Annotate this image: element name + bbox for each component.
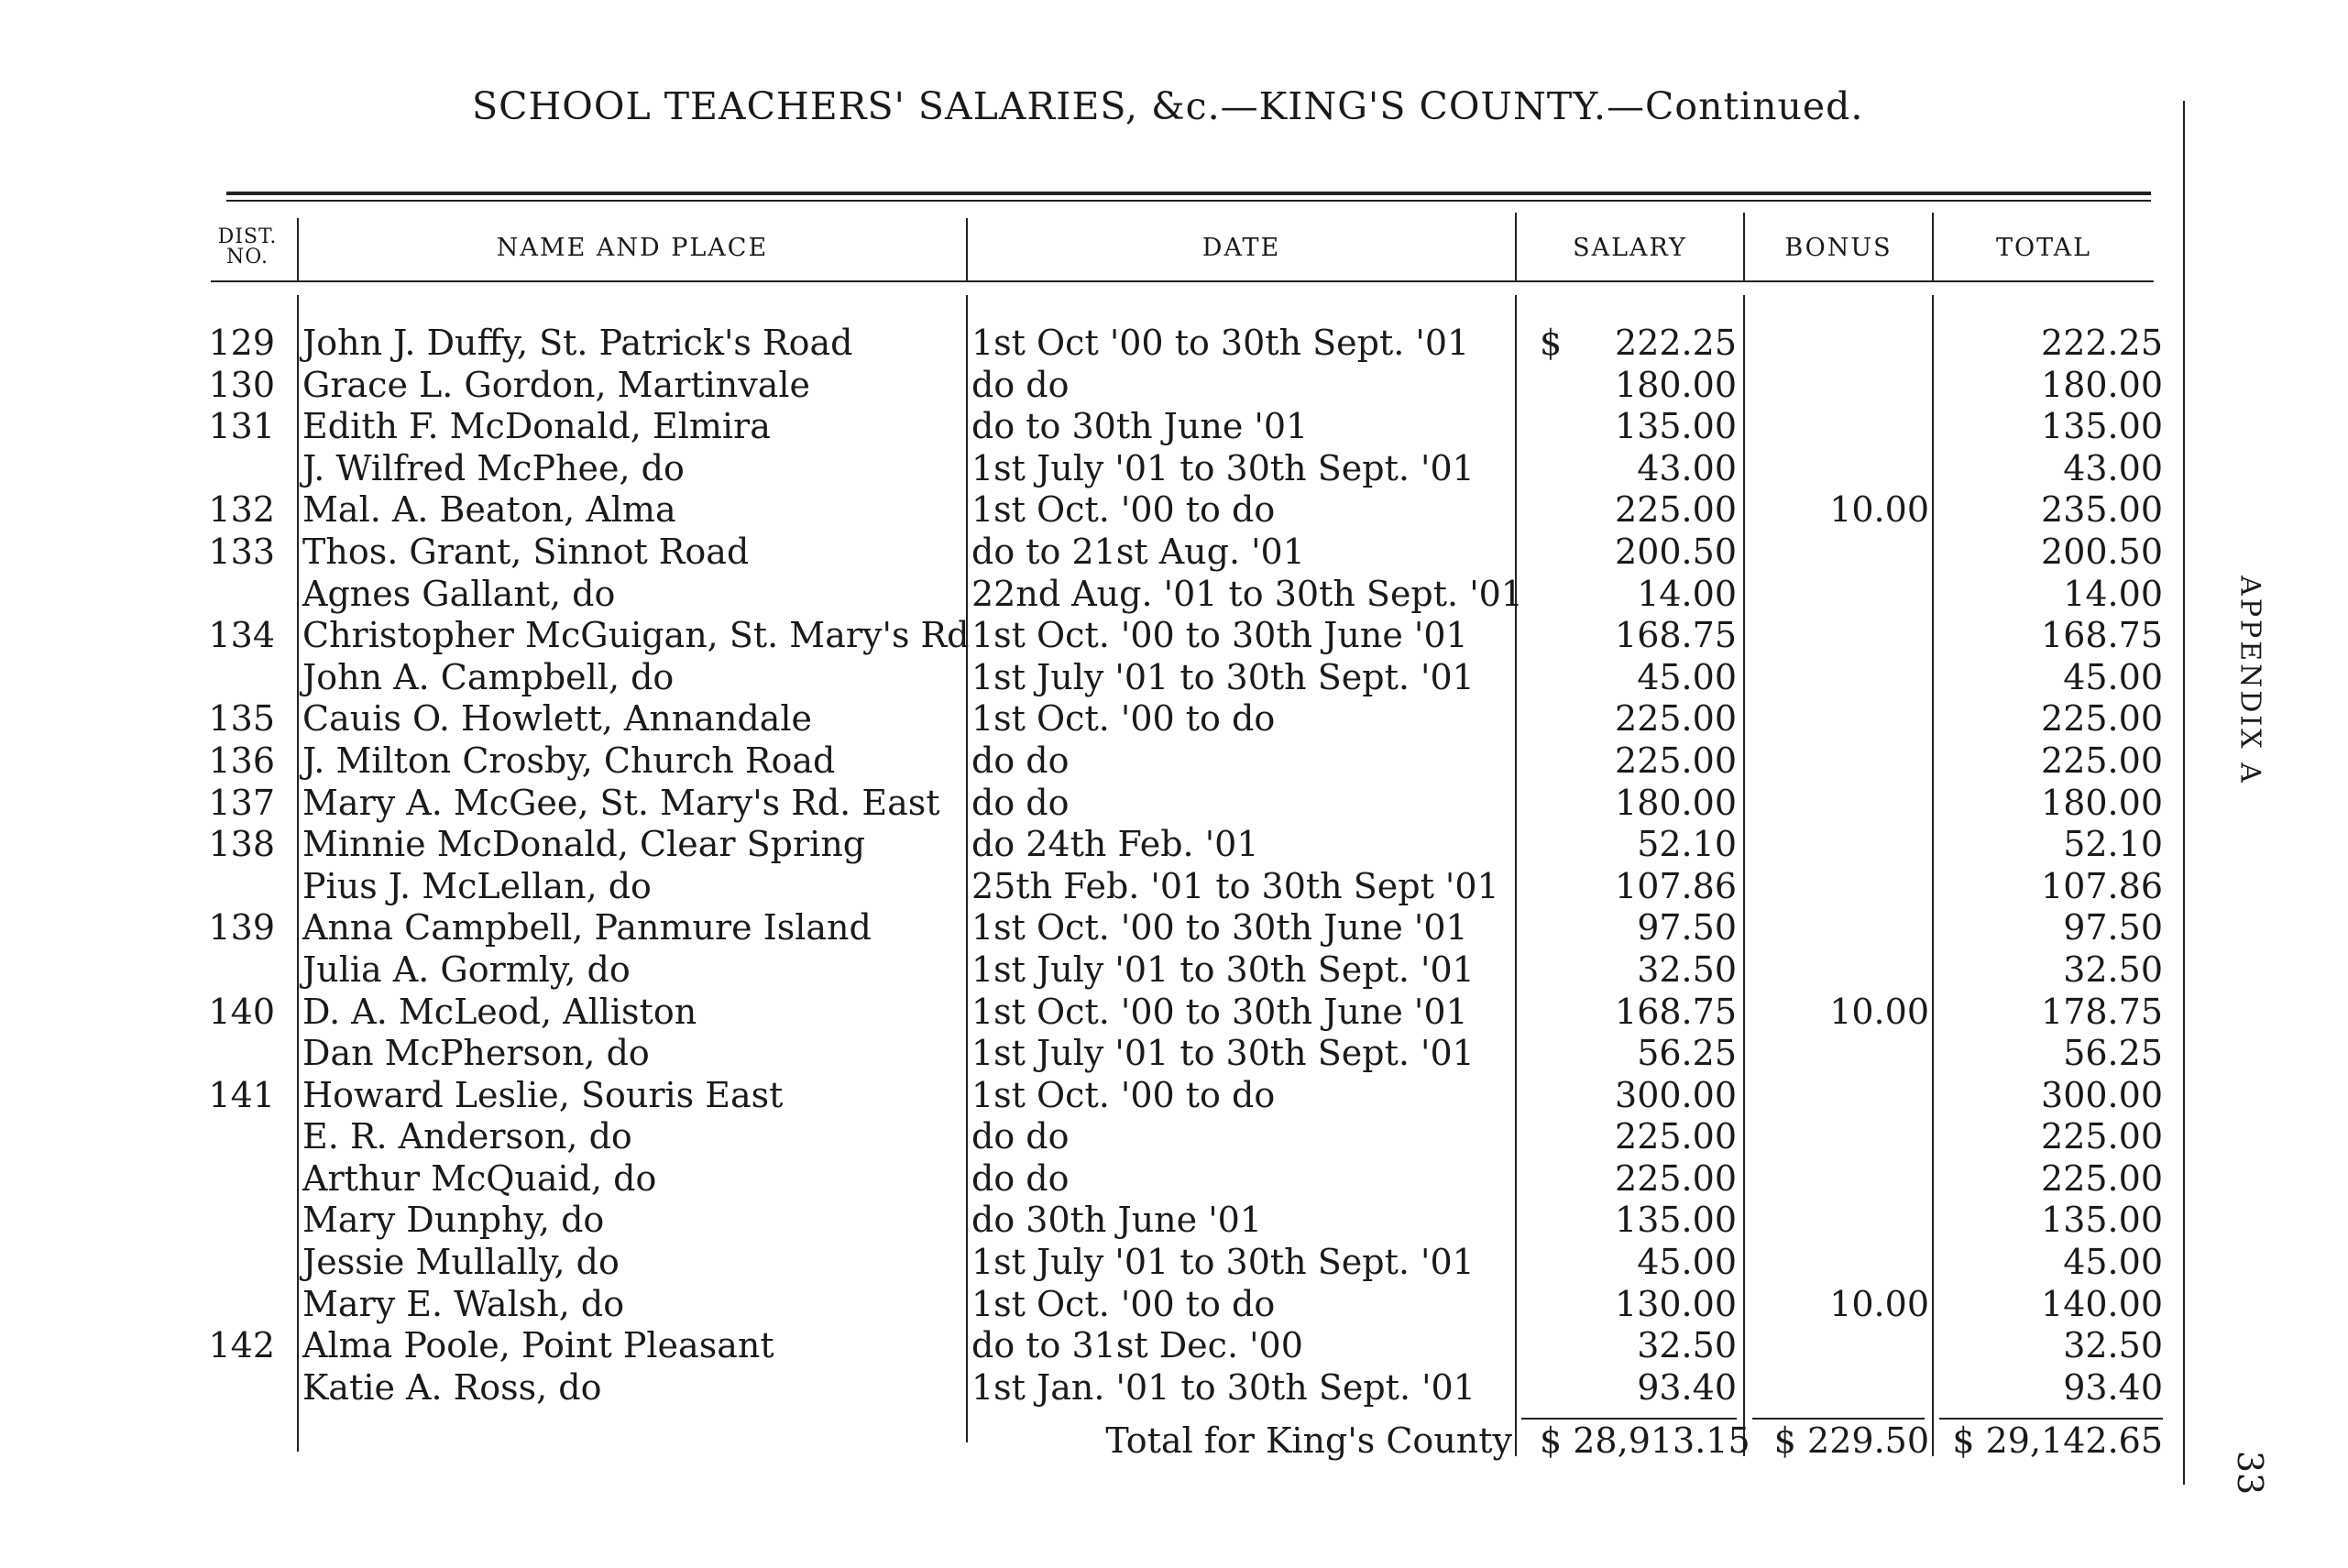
teacher-name-place: J. Milton Crosby, Church Road	[302, 740, 836, 781]
date-range: 1st Oct. '00 to 30th June '01	[971, 907, 1468, 948]
salary: 180.00	[1615, 782, 1737, 823]
salary: 52.10	[1637, 824, 1737, 865]
table-row	[0, 323, 2348, 365]
total-bonus: $ 229.50	[1773, 1420, 1929, 1461]
header-date: DATE	[1201, 233, 1281, 262]
salary: 180.00	[1615, 364, 1737, 405]
teacher-name-place: J. Wilfred McPhee, do	[302, 447, 685, 488]
header-divider-2	[966, 218, 968, 282]
total: 45.00	[2063, 656, 2163, 697]
total: 14.00	[2063, 573, 2163, 614]
salary: 300.00	[1615, 1074, 1737, 1115]
salary: 56.25	[1637, 1033, 1737, 1074]
salary: 225.00	[1615, 489, 1737, 531]
total: 135.00	[2041, 406, 2163, 447]
total: 52.10	[2063, 824, 2163, 865]
total: 200.50	[2041, 531, 2163, 572]
total-row	[0, 1418, 2348, 1464]
total: 180.00	[2041, 782, 2163, 823]
table-row	[0, 489, 2348, 532]
bonus: 10.00	[1829, 991, 1929, 1032]
date-range: do to 31st Dec. '00	[971, 1325, 1303, 1366]
table-row	[0, 1075, 2348, 1117]
table-row	[0, 992, 2348, 1034]
teacher-name-place: Mal. A. Beaton, Alma	[302, 489, 676, 531]
total: 97.50	[2063, 907, 2163, 948]
dist-no: 139	[208, 907, 275, 948]
salary: 222.25	[1615, 323, 1737, 363]
salary: 32.50	[1637, 1325, 1737, 1366]
table-row	[0, 1284, 2348, 1326]
date-range: 25th Feb. '01 to 30th Sept '01	[971, 865, 1499, 906]
table-row	[0, 1200, 2348, 1242]
teacher-name-place: Alma Poole, Point Pleasant	[302, 1325, 774, 1366]
total: 225.00	[2041, 1116, 2163, 1157]
dist-no: 136	[208, 740, 275, 781]
header-divider-5	[1932, 213, 1934, 282]
total: 107.86	[2041, 865, 2163, 906]
teacher-name-place: Arthur McQuaid, do	[302, 1157, 657, 1199]
date-range: do 30th June '01	[971, 1200, 1263, 1241]
salary: 168.75	[1615, 615, 1737, 656]
teacher-name-place: Mary E. Walsh, do	[302, 1283, 625, 1324]
date-range: do do	[971, 782, 1070, 823]
table-row	[0, 698, 2348, 740]
date-range: do to 21st Aug. '01	[971, 531, 1305, 572]
total: 235.00	[2041, 489, 2163, 531]
total: 225.00	[2041, 740, 2163, 781]
total: 300.00	[2041, 1074, 2163, 1115]
table-row	[0, 574, 2348, 616]
dist-no: 131	[208, 406, 275, 447]
table-row	[0, 615, 2348, 657]
date-range: 1st July '01 to 30th Sept. '01	[971, 948, 1475, 990]
salary: 225.00	[1615, 698, 1737, 740]
total: 222.25	[2041, 323, 2163, 363]
table-row	[0, 1158, 2348, 1201]
salary: 130.00	[1615, 1283, 1737, 1324]
top-rule-thick	[226, 192, 2151, 195]
total: 180.00	[2041, 364, 2163, 405]
date-range: 1st July '01 to 30th Sept. '01	[971, 1242, 1475, 1283]
table-row	[0, 907, 2348, 949]
header-dist-line1: DIST.	[217, 225, 278, 248]
dist-no: 141	[208, 1074, 275, 1115]
teacher-name-place: Julia A. Gormly, do	[302, 948, 631, 990]
dist-no: 138	[208, 824, 275, 865]
dist-no: 133	[208, 531, 275, 572]
salary: 32.50	[1637, 948, 1737, 990]
header-dist-no	[202, 218, 293, 277]
date-range: 1st Oct. '00 to do	[971, 489, 1276, 531]
table-row	[0, 866, 2348, 908]
dist-no: 132	[208, 489, 275, 531]
teacher-name-place: John A. Campbell, do	[302, 656, 675, 697]
date-range: do 24th Feb. '01	[971, 824, 1259, 865]
header-divider-1	[297, 218, 299, 282]
teacher-name-place: Dan McPherson, do	[302, 1033, 650, 1074]
dist-no: 137	[208, 782, 275, 823]
total: 140.00	[2041, 1283, 2163, 1324]
salary: 135.00	[1615, 406, 1737, 447]
table-row	[0, 824, 2348, 866]
salary: 168.75	[1615, 991, 1737, 1032]
header-salary: SALARY	[1573, 233, 1687, 262]
teacher-name-place: D. A. McLeod, Alliston	[302, 991, 697, 1032]
total: 32.50	[2063, 1325, 2163, 1366]
bonus: 10.00	[1829, 1283, 1929, 1324]
header-bonus: BONUS	[1784, 233, 1893, 262]
teacher-name-place: Katie A. Ross, do	[302, 1366, 602, 1408]
total: 135.00	[2041, 1200, 2163, 1241]
header-name-and-place: NAME AND PLACE	[496, 233, 769, 262]
teacher-name-place: John J. Duffy, St. Patrick's Road	[302, 323, 853, 363]
date-range: 1st Oct. '00 to 30th June '01	[971, 615, 1468, 656]
salary: 225.00	[1615, 1157, 1737, 1199]
salary: 14.00	[1637, 573, 1737, 614]
date-range: 1st July '01 to 30th Sept. '01	[971, 656, 1475, 697]
date-range: 1st Oct '00 to 30th Sept. '01	[971, 323, 1470, 363]
teacher-name-place: Jessie Mullally, do	[302, 1242, 620, 1283]
salary: 45.00	[1637, 656, 1737, 697]
header-divider-4	[1743, 213, 1745, 282]
total: 56.25	[2063, 1033, 2163, 1074]
table-row	[0, 1367, 2348, 1409]
header-bottom-rule	[211, 280, 2154, 282]
bonus: 10.00	[1829, 489, 1929, 531]
total: 225.00	[2041, 698, 2163, 740]
table-row	[0, 657, 2348, 699]
teacher-name-place: Christopher McGuigan, St. Mary's Rd	[302, 615, 970, 656]
salary: 135.00	[1615, 1200, 1737, 1241]
table-row	[0, 1325, 2348, 1367]
table-row	[0, 783, 2348, 825]
table-row	[0, 448, 2348, 490]
header-dist-line2: NO.	[226, 246, 269, 269]
table-row	[0, 1033, 2348, 1075]
teacher-name-place: Cauis O. Howlett, Annandale	[302, 698, 813, 740]
table-row	[0, 365, 2348, 407]
dollar-sign: $	[1540, 323, 1563, 363]
page-title: SCHOOL TEACHERS' SALARIES, &c.—KING'S COUNTY.—Continued.	[472, 84, 1864, 128]
date-range: 22nd Aug. '01 to 30th Sept. '01	[971, 573, 1523, 614]
teacher-name-place: Howard Leslie, Souris East	[302, 1074, 784, 1115]
salary: 225.00	[1615, 740, 1737, 781]
date-range: do to 30th June '01	[971, 406, 1309, 447]
date-range: do do	[971, 740, 1070, 781]
date-range: 1st Jan. '01 to 30th Sept. '01	[971, 1366, 1476, 1408]
date-range: do do	[971, 364, 1070, 405]
total: 45.00	[2063, 1242, 2163, 1283]
salary: 200.50	[1615, 531, 1737, 572]
total: 168.75	[2041, 615, 2163, 656]
date-range: do do	[971, 1157, 1070, 1199]
salary: 97.50	[1637, 907, 1737, 948]
table-row	[0, 532, 2348, 574]
dist-no: 142	[208, 1325, 275, 1366]
header-total: TOTAL	[1995, 233, 2092, 262]
salary: 45.00	[1637, 1242, 1737, 1283]
page-number-text: 33	[2230, 1450, 2270, 1496]
appendix-label-text: APPENDIX A	[2233, 576, 2266, 785]
teacher-name-place: Pius J. McLellan, do	[302, 865, 652, 906]
grand-total: $ 29,142.65	[1952, 1420, 2163, 1461]
teacher-name-place: E. R. Anderson, do	[302, 1116, 632, 1157]
teacher-name-place: Grace L. Gordon, Martinvale	[302, 364, 811, 405]
total: 178.75	[2041, 991, 2163, 1032]
table-row	[0, 1116, 2348, 1158]
dist-no: 130	[208, 364, 275, 405]
total: 93.40	[2063, 1366, 2163, 1408]
total: 43.00	[2063, 447, 2163, 488]
date-range: 1st Oct. '00 to do	[971, 1283, 1276, 1324]
date-range: 1st Oct. '00 to do	[971, 1074, 1276, 1115]
salary: 107.86	[1615, 865, 1737, 906]
teacher-name-place: Minnie McDonald, Clear Spring	[302, 824, 866, 865]
total: 225.00	[2041, 1157, 2163, 1199]
teacher-name-place: Thos. Grant, Sinnot Road	[302, 531, 750, 572]
dist-no: 134	[208, 615, 275, 656]
total: 32.50	[2063, 948, 2163, 990]
salary: 225.00	[1615, 1116, 1737, 1157]
table-row	[0, 949, 2348, 992]
date-range: 1st July '01 to 30th Sept. '01	[971, 1033, 1475, 1074]
header-divider-3	[1515, 213, 1517, 282]
table-row	[0, 406, 2348, 448]
table-row	[0, 740, 2348, 783]
top-rule-thin	[226, 200, 2151, 202]
salary: 93.40	[1637, 1366, 1737, 1408]
teacher-name-place: Anna Campbell, Panmure Island	[302, 907, 872, 948]
table-body	[0, 323, 2348, 1409]
teacher-name-place: Mary Dunphy, do	[302, 1200, 605, 1241]
dist-no: 129	[208, 323, 275, 363]
teacher-name-place: Edith F. McDonald, Elmira	[302, 406, 771, 447]
table-row	[0, 1242, 2348, 1284]
teacher-name-place: Mary A. McGee, St. Mary's Rd. East	[302, 782, 940, 823]
teacher-name-place: Agnes Gallant, do	[302, 573, 616, 614]
date-range: do do	[971, 1116, 1070, 1157]
dist-no: 135	[208, 698, 275, 740]
date-range: 1st July '01 to 30th Sept. '01	[971, 447, 1475, 488]
date-range: 1st Oct. '00 to do	[971, 698, 1276, 740]
date-range: 1st Oct. '00 to 30th June '01	[971, 991, 1468, 1032]
total-label: Total for King's County	[1105, 1420, 1512, 1461]
salary: 43.00	[1637, 447, 1737, 488]
total-salary: $ 28,913.15	[1540, 1420, 1750, 1461]
dist-no: 140	[208, 991, 275, 1032]
